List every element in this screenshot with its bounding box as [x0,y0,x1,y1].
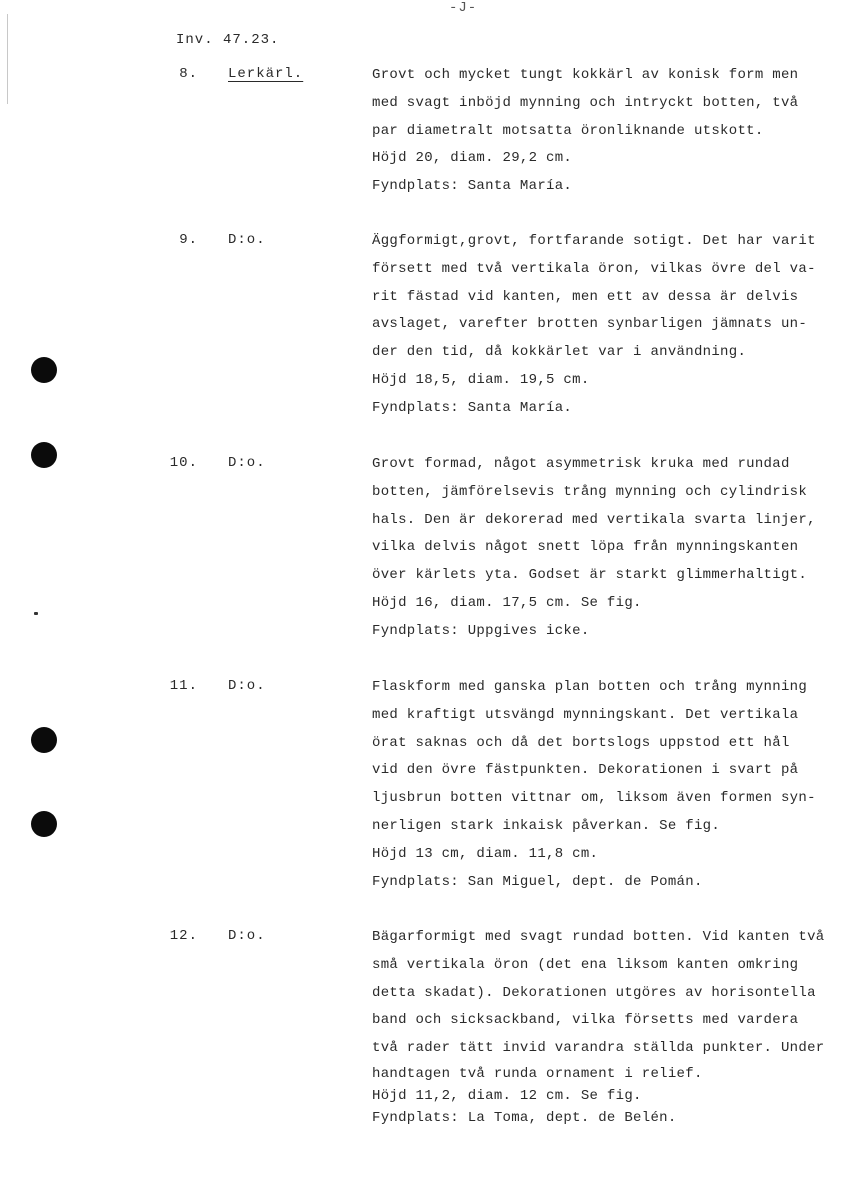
entry-object-type: D:o. [228,455,266,471]
inventory-reference: Inv. 47.23. [176,32,280,48]
entry-number: 12. [169,928,198,944]
description-line: ljusbrun botten vittnar om, liksom även formen syn- [372,790,816,807]
find-location: Fyndplats: San Miguel, dept. de Pomán. [372,873,703,890]
entry-object-type: D:o. [228,678,266,694]
entry-number: 11. [169,678,198,694]
entry-number: 10. [169,455,198,471]
entry-description [372,451,832,646]
description-line: botten, jämförelsevis trång mynning och cylindrisk [372,483,808,500]
description-line: Bägarformigt med svagt rundad botten. Vid kanten två [372,929,825,945]
punch-hole [31,442,57,468]
description-line: Äggformigt,grovt, fortfarande sotigt. Det har varit [372,233,816,249]
entry-description [372,674,832,896]
entry-description [372,228,832,423]
description-line: handtagen två runda ornament i relief. [372,1065,703,1082]
punch-hole [31,357,57,383]
page-number: -J- [449,0,478,16]
description-line: nerligen stark inkaisk påverkan. Se fig. [372,817,721,834]
description-line: vilka delvis något snett löpa från mynningskanten [372,539,799,556]
description-line: vid den övre fästpunkten. Dekorationen i svart på [372,762,799,779]
entry-description [372,62,832,201]
measurements: Höjd 13 cm, diam. 11,8 cm. [372,845,599,862]
description-line: två rader tätt invid varandra ställda punkter. Under [372,1040,825,1057]
description-line: der den tid, då kokkärlet var i användning. [372,344,747,361]
page-edge-line [7,14,8,104]
description-line: Grovt formad, något asymmetrisk kruka med rundad [372,456,790,472]
description-line: med kraftigt utsvängd mynningskant. Det vertikala [372,706,799,723]
description-line: Flaskform med ganska plan botten och trång mynning [372,679,808,695]
description-line: Grovt och mycket tungt kokkärl av konisk form men [372,67,799,83]
description-line: med svagt inböjd mynning och intryckt botten, två [372,94,799,111]
measurements: Höjd 11,2, diam. 12 cm. Se fig. [372,1087,642,1104]
find-location: Fyndplats: Santa María. [372,178,573,195]
description-line: små vertikala öron (det ena liksom kanten omkring [372,956,799,973]
measurements: Höjd 18,5, diam. 19,5 cm. [372,371,590,388]
entry-number: 8. [179,66,198,82]
description-line: detta skadat). Dekorationen utgöres av horisontella [372,984,816,1001]
description-line: band och sicksackband, vilka försetts med vardera [372,1012,799,1029]
find-location: Fyndplats: Santa María. [372,399,573,416]
ink-speck [34,612,38,615]
description-line: försett med två vertikala öron, vilkas övre del va- [372,260,816,277]
entry-object-type: D:o. [228,928,266,944]
punch-hole [31,811,57,837]
entry-number: 9. [179,232,198,248]
punch-hole [31,727,57,753]
measurements: Höjd 20, diam. 29,2 cm. [372,150,573,167]
description-line: par diametralt motsatta öronliknande utskott. [372,122,764,139]
measurements: Höjd 16, diam. 17,5 cm. Se fig. [372,594,642,611]
description-line: rit fästad vid kanten, men ett av dessa är delvis [372,288,799,305]
description-line: över kärlets yta. Godset är starkt glimmerhaltigt. [372,567,808,584]
entry-object-type: Lerkärl. [228,66,304,82]
find-location: Fyndplats: La Toma, dept. de Belén. [372,1109,677,1126]
find-location: Fyndplats: Uppgives icke. [372,622,590,639]
entry-description [372,924,832,1129]
description-line: örat saknas och då det bortslogs uppstod ett hål [372,734,790,751]
description-line: hals. Den är dekorerad med vertikala svarta linjer, [372,511,816,528]
entry-object-type: D:o. [228,232,266,248]
description-line: avslaget, varefter brotten synbarligen jämnats un- [372,316,808,333]
